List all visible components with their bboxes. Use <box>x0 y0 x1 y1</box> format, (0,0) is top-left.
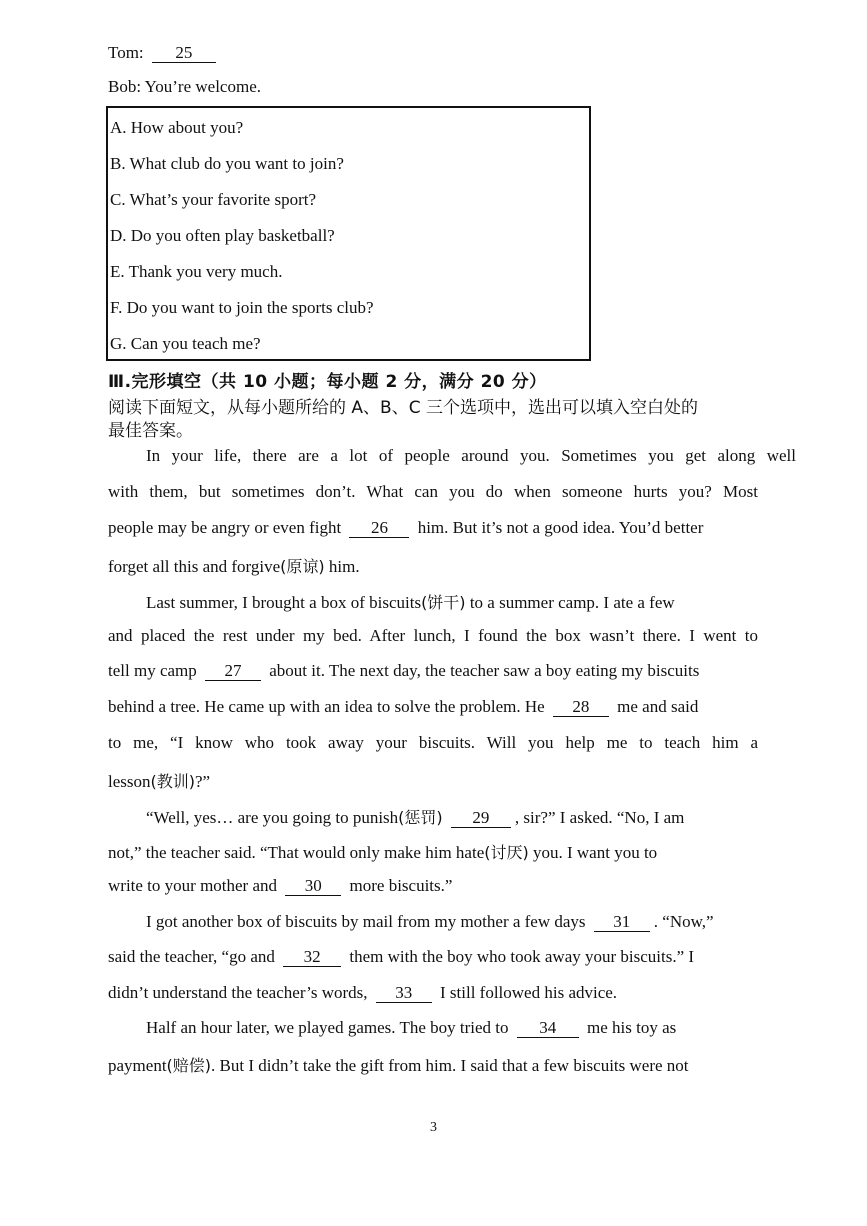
text: . But I didn’t take the gift from him. I said that a few biscuits were not <box>211 1056 689 1075</box>
blank-31: 31 <box>594 913 650 932</box>
text: I still followed his advice. <box>440 983 618 1002</box>
option-c: C. What’s your favorite sport? <box>110 190 317 209</box>
passage-line <box>108 769 758 792</box>
passage-line <box>108 1053 758 1076</box>
passage-line: with them, but sometimes don’t. What can you do when someone hurts you? Most <box>108 482 758 501</box>
text: didn’t understand the teacher’s words, <box>108 983 368 1002</box>
blank-32: 32 <box>283 948 341 967</box>
gloss: (讨厌) <box>484 843 529 862</box>
text: lesson <box>108 772 151 791</box>
instruction-line-2: 最佳答案。 <box>108 421 193 441</box>
text: them with the boy who took away your biscuits.” I <box>349 947 695 966</box>
passage-line <box>108 661 758 681</box>
passage-line <box>108 947 758 967</box>
passage-line: In your life, there are a lot of people around you. Sometimes you get along well <box>146 446 796 465</box>
passage-line <box>108 805 796 828</box>
text: you. I want you to <box>528 843 658 862</box>
option-d: D. Do you often play basketball? <box>110 226 335 245</box>
gloss: (饼干) <box>421 593 466 612</box>
blank-27: 27 <box>205 662 261 681</box>
option-f: F. Do you want to join the sports club? <box>110 298 374 317</box>
passage-line: and placed the rest under my bed. After lunch, I found the box wasn’t there. I went to <box>108 626 758 645</box>
gloss: (赔偿) <box>166 1056 212 1075</box>
text: not,” the teacher said. “That would only make him hate <box>108 843 485 862</box>
passage-line <box>108 518 758 538</box>
passage-line <box>108 983 758 1003</box>
text: tell my camp <box>108 661 197 680</box>
text: to a summer camp. I ate a few <box>465 593 675 612</box>
text: me and said <box>617 697 699 716</box>
section-heading: Ⅲ.完形填空（共 10 小题；每小题 2 分，满分 20 分） <box>108 372 547 392</box>
text: ?” <box>195 772 211 791</box>
option-g: G. Can you teach me? <box>110 334 261 353</box>
text: forget all this and forgive <box>108 557 281 576</box>
passage-line <box>108 876 758 896</box>
text: people may be angry or even fight <box>108 518 342 537</box>
text: write to your mother and <box>108 876 278 895</box>
blank-34: 34 <box>517 1019 579 1038</box>
text: , sir?” I asked. “No, I am <box>514 808 685 827</box>
passage-line: to me, “I know who took away your biscuits. Will you help me to teach him a <box>108 733 758 752</box>
text: “Well, yes… are you going to punish <box>146 808 399 827</box>
text: Half an hour later, we played games. The boy tried to <box>146 1018 509 1037</box>
text: him. But it’s not a good idea. You’d better <box>417 518 704 537</box>
option-e: E. Thank you very much. <box>110 262 283 281</box>
passage-line <box>108 840 758 863</box>
passage-line <box>108 590 796 613</box>
page-number: 3 <box>430 1120 437 1135</box>
text: him. <box>324 557 360 576</box>
passage-line <box>108 912 796 932</box>
text: payment <box>108 1056 167 1075</box>
text: Last summer, I brought a box of biscuits <box>146 593 422 612</box>
passage-line <box>108 554 758 577</box>
text: me his toy as <box>587 1018 677 1037</box>
text: . “Now,” <box>653 912 714 931</box>
blank-33: 33 <box>376 984 432 1003</box>
blank-28: 28 <box>553 698 609 717</box>
instruction-line-1: 阅读下面短文，从每小题所给的 A、B、C 三个选项中，选出可以填入空白处的 <box>108 398 698 418</box>
option-b: B. What club do you want to join? <box>110 154 344 173</box>
text: about it. The next day, the teacher saw a boy eating my biscuits <box>269 661 700 680</box>
text: more biscuits.” <box>349 876 453 895</box>
tom-speaker: Tom: <box>108 43 144 62</box>
blank-30: 30 <box>285 877 341 896</box>
bob-line: Bob: You’re welcome. <box>108 77 261 96</box>
gloss: (教训) <box>150 772 195 791</box>
passage-line <box>108 697 758 717</box>
blank-26: 26 <box>349 519 409 538</box>
text: said the teacher, “go and <box>108 947 275 966</box>
text: I got another box of biscuits by mail from my mother a few days <box>146 912 586 931</box>
blank-29: 29 <box>451 809 511 828</box>
gloss: (原谅) <box>280 557 325 576</box>
tom-line <box>108 42 220 64</box>
passage-line <box>108 1018 796 1038</box>
options-box <box>106 106 591 361</box>
option-a: A. How about you? <box>110 118 244 137</box>
text: behind a tree. He came up with an idea to solve the problem. He <box>108 697 545 716</box>
gloss: (惩罚) <box>398 808 443 827</box>
blank-25: 25 <box>152 44 216 63</box>
